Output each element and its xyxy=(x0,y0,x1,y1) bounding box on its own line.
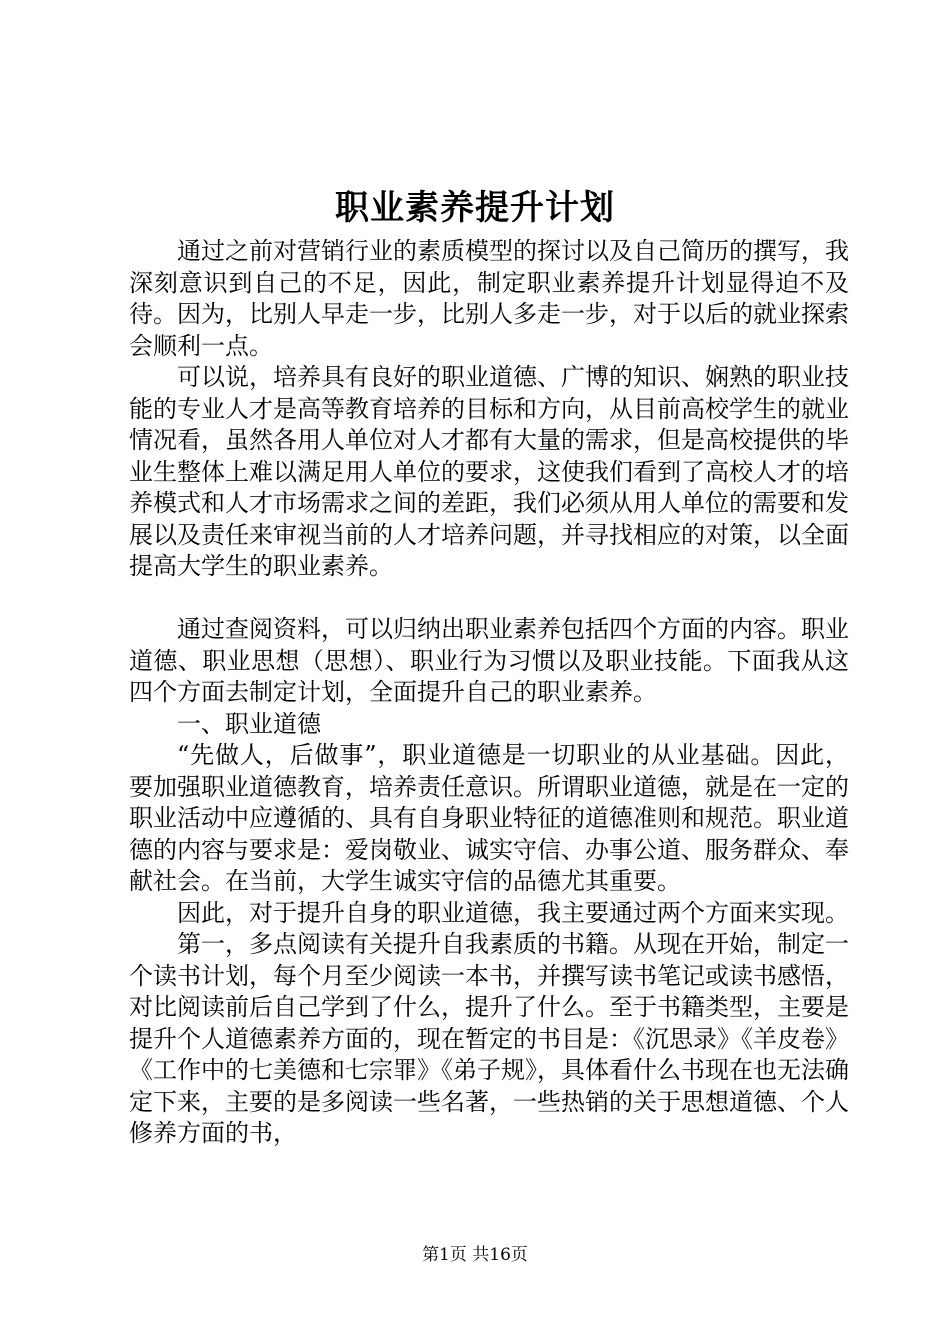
document-title: 职业素养提升计划 xyxy=(335,188,615,228)
paragraph-intro: 通过之前对营销行业的素质模型的探讨以及自己简历的撰写，我深刻意识到自己的不足，因此，制定职业素养提升计划显得迫不及待。因为，比别人早走一步，比别人多走一步，对于以后的就业探索会顺利一点。 xyxy=(129,237,849,360)
paragraph-ethics-definition: “先做人，后做事”，职业道德是一切职业的从业基础。因此，要加强职业道德教育，培养责任意识。所谓职业道德，就是在一定的职业活动中应遵循的、具有自身职业特征的道德准则和规范。职业道德的内容与要求是：爱岗敬业、诚实守信、办事公道、服务群众、奉献社会。在当前，大学生诚实守信的品德尤其重要。 xyxy=(129,741,849,895)
paragraph-four-aspects: 通过查阅资料，可以归纳出职业素养包括四个方面的内容。职业道德、职业思想（思想）、职业行为习惯以及职业技能。下面我从这四个方面去制定计划，全面提升自己的职业素养。 xyxy=(129,615,849,706)
section-heading-professional-ethics: 一、职业道德 xyxy=(177,709,321,738)
page-number-footer: 第1页 共16页 xyxy=(422,1245,528,1265)
paragraph-two-methods: 因此，对于提升自身的职业道德，我主要通过两个方面来实现。 xyxy=(177,898,849,927)
document-body xyxy=(129,236,849,1150)
paragraph-reading-plan: 第一，多点阅读有关提升自我素质的书籍。从现在开始，制定一个读书计划，每个月至少阅读一本书，并撰写读书笔记或读书感悟，对比阅读前后自己学到了什么，提升了什么。至于书籍类型，主要是提升个人道德素养方面的，现在暂定的书目是：《沉思录》《羊皮卷》《工作中的七美德和七宗罪》《弟子规》，具体看什么书现在也无法确定下来，主要的是多阅读一些名著，一些热销的关于思想道德、个人修养方面的书， xyxy=(129,930,849,1147)
paragraph-education-goal: 可以说，培养具有良好的职业道德、广博的知识、娴熟的职业技能的专业人才是高等教育培养的目标和方向，从目前高校学生的就业情况看，虽然各用人单位对人才都有大量的需求，但是高校提供的毕业生整体上难以满足用人单位的要求，这使我们看到了高校人才的培养模式和人才市场需求之间的差距，我们必须从用人单位的需要和发展以及责任来审视当前的人才培养问题，并寻找相应的对策，以全面提高大学生的职业素养。 xyxy=(129,363,849,580)
